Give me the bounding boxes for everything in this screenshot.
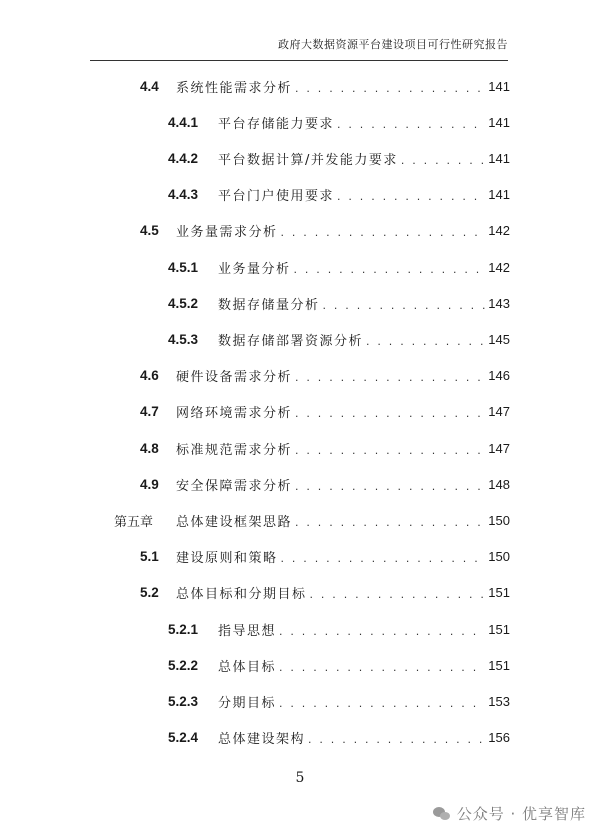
toc-entry-number: 4.4 <box>140 78 159 94</box>
toc-entry-page: 141 <box>488 114 510 130</box>
toc-entry-number: 4.9 <box>140 476 159 492</box>
watermark <box>433 803 586 824</box>
toc-entry-number: 4.4.3 <box>168 187 199 203</box>
toc-entry-title: 总体目标和分期目标 <box>176 587 307 603</box>
toc-entry-page: 150 <box>488 512 510 528</box>
running-header-title: 政府大数据资源平台建设项目可行性研究报告 <box>278 38 508 51</box>
toc-entry-number: 5.1 <box>140 549 159 565</box>
toc-entry-title: 硬件设备需求分析 <box>176 370 293 386</box>
toc-entry-number: 4.4.1 <box>168 114 199 130</box>
toc-entry <box>140 400 510 424</box>
toc-entry-page: 156 <box>488 730 510 746</box>
toc-entry-title: 总体目标 <box>218 659 277 675</box>
toc-entry-title: 安全保障需求分析 <box>176 478 293 494</box>
toc-dot-leader <box>310 588 486 601</box>
toc-entry <box>140 472 510 496</box>
toc-dot-leader <box>281 552 486 565</box>
toc-entry-title: 业务量需求分析 <box>176 225 278 241</box>
toc-entry-page: 151 <box>488 585 510 601</box>
toc-entry <box>168 255 510 279</box>
toc-dot-leader <box>279 661 485 674</box>
toc-entry-number: 5.2.2 <box>168 657 199 673</box>
toc-entry <box>140 219 510 243</box>
toc-entry-number: 4.5.1 <box>168 259 199 275</box>
toc-entry-page: 150 <box>488 549 510 565</box>
toc-dot-leader <box>308 733 485 746</box>
toc-entry-title: 系统性能需求分析 <box>176 80 293 96</box>
toc-dot-leader <box>279 697 485 710</box>
toc-entry-number: 5.2.1 <box>168 621 199 637</box>
toc-entry <box>168 146 510 170</box>
toc-entry-number: 4.5.2 <box>168 295 199 311</box>
toc-entry <box>168 327 510 351</box>
toc-dot-leader <box>323 299 486 312</box>
toc-entry-number: 第五章 <box>114 514 154 530</box>
toc-entry-page: 147 <box>488 404 510 420</box>
toc-entry <box>140 581 510 605</box>
toc-entry <box>140 545 510 569</box>
toc-entry <box>140 436 510 460</box>
toc-entry-number: 4.5.3 <box>168 331 199 347</box>
toc-entry-page: 148 <box>488 476 510 492</box>
toc-dot-leader <box>366 335 485 348</box>
watermark-text: 公众号 · 优享智库 <box>456 805 586 823</box>
toc-entry <box>168 617 510 641</box>
toc-entry-page: 153 <box>488 693 510 709</box>
toc-dot-leader <box>294 263 486 276</box>
toc-entry-number: 4.6 <box>140 368 159 384</box>
toc-entry-title: 分期目标 <box>218 695 277 711</box>
toc-entry-number: 5.2 <box>140 585 159 601</box>
toc-dot-leader <box>295 371 485 384</box>
toc-entry-page: 143 <box>488 295 510 311</box>
toc-entry-page: 146 <box>488 368 510 384</box>
toc-dot-leader <box>279 625 485 638</box>
toc-entry-page: 147 <box>488 440 510 456</box>
wechat-icon <box>433 806 451 822</box>
page-number: 5 <box>295 770 305 786</box>
toc-dot-leader <box>337 190 485 203</box>
toc-entry-title: 业务量分析 <box>218 261 291 277</box>
toc-entry <box>114 508 510 532</box>
toc-entry-title: 建设原则和策略 <box>176 551 278 567</box>
toc-entry-title: 总体建设框架思路 <box>176 514 293 530</box>
toc-entry-page: 142 <box>488 223 510 239</box>
toc-dot-leader <box>281 226 486 239</box>
toc-entry-page: 141 <box>488 78 510 94</box>
toc-entry-number: 4.7 <box>140 404 159 420</box>
toc-entry-number: 4.5 <box>140 223 159 239</box>
toc-dot-leader <box>295 516 485 529</box>
toc-entry-title: 总体建设架构 <box>218 732 306 748</box>
toc-entry-page: 141 <box>488 150 510 166</box>
toc-entry <box>168 653 510 677</box>
toc-entry-page: 145 <box>488 331 510 347</box>
toc-entry <box>140 364 510 388</box>
toc-entry-number: 5.2.4 <box>168 730 199 746</box>
toc-entry-title: 标准规范需求分析 <box>176 442 293 458</box>
toc-entry-title: 平台门户使用要求 <box>218 189 335 205</box>
toc-entry-title: 网络环境需求分析 <box>176 406 293 422</box>
toc-dot-leader <box>295 480 485 493</box>
toc-entry-number: 4.4.2 <box>168 150 199 166</box>
toc-entry-page: 141 <box>488 187 510 203</box>
toc-entry <box>168 689 510 713</box>
toc-entry-page: 151 <box>488 657 510 673</box>
toc-dot-leader <box>337 118 485 131</box>
header-divider <box>90 60 508 61</box>
toc-entry-number: 5.2.3 <box>168 693 199 709</box>
toc-entry-title: 平台数据计算/并发能力要求 <box>218 152 398 168</box>
toc-dot-leader <box>295 444 485 457</box>
toc-entry-title: 平台存储能力要求 <box>218 116 335 132</box>
toc-entry <box>168 110 510 134</box>
toc-entry-page: 142 <box>488 259 510 275</box>
toc-entry-page: 151 <box>488 621 510 637</box>
toc-dot-leader <box>295 82 485 95</box>
toc-entry <box>168 726 510 750</box>
toc-entry-title: 指导思想 <box>218 623 277 639</box>
toc-dot-leader <box>295 407 485 420</box>
toc-entry-number: 4.8 <box>140 440 159 456</box>
toc-entry-title: 数据存储量分析 <box>218 297 320 313</box>
toc-entry <box>168 291 510 315</box>
toc-dot-leader <box>401 154 485 167</box>
toc-entry-title: 数据存储部署资源分析 <box>218 333 364 349</box>
toc-entry <box>168 183 510 207</box>
toc-entry <box>140 74 510 98</box>
